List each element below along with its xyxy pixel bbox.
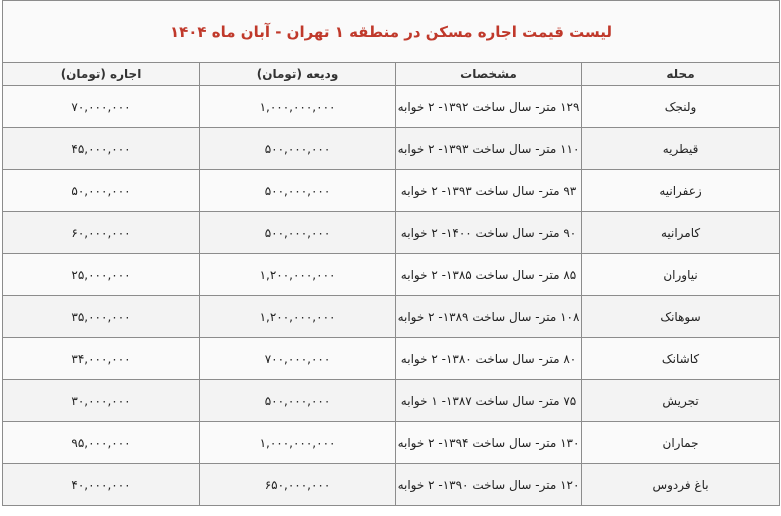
cell-rent: ۴۰,۰۰۰,۰۰۰ [3, 464, 200, 506]
cell-area: جماران [582, 422, 780, 464]
header-row [3, 63, 780, 86]
cell-rent: ۲۵,۰۰۰,۰۰۰ [3, 254, 200, 296]
table-row [3, 464, 780, 506]
cell-deposit: ۵۰۰,۰۰۰,۰۰۰ [200, 380, 396, 422]
cell-desc: ۱۳۰ متر- سال ساخت ۱۳۹۴- ۲ خوابه [396, 422, 582, 464]
cell-area: کاشانک [582, 338, 780, 380]
table-title: لیست قیمت اجاره مسکن در منطقه ۱ تهران - آبان ماه ۱۴۰۴ [3, 1, 780, 63]
cell-rent: ۳۴,۰۰۰,۰۰۰ [3, 338, 200, 380]
cell-area: باغ فردوس [582, 464, 780, 506]
cell-rent: ۴۵,۰۰۰,۰۰۰ [3, 128, 200, 170]
cell-deposit: ۶۵۰,۰۰۰,۰۰۰ [200, 464, 396, 506]
table-row [3, 86, 780, 128]
cell-desc: ۹۳ متر- سال ساخت ۱۳۹۳- ۲ خوابه [396, 170, 582, 212]
cell-rent: ۳۰,۰۰۰,۰۰۰ [3, 380, 200, 422]
cell-deposit: ۱,۲۰۰,۰۰۰,۰۰۰ [200, 254, 396, 296]
table-row [3, 212, 780, 254]
cell-deposit: ۱,۰۰۰,۰۰۰,۰۰۰ [200, 422, 396, 464]
cell-desc: ۸۰ متر- سال ساخت ۱۳۸۰- ۲ خوابه [396, 338, 582, 380]
cell-desc: ۱۰۸ متر- سال ساخت ۱۳۸۹- ۲ خوابه [396, 296, 582, 338]
table-row [3, 254, 780, 296]
cell-desc: ۹۰ متر- سال ساخت ۱۴۰۰- ۲ خوابه [396, 212, 582, 254]
header-deposit: ودیعه (تومان) [200, 63, 396, 86]
cell-deposit: ۵۰۰,۰۰۰,۰۰۰ [200, 128, 396, 170]
table-row [3, 128, 780, 170]
cell-rent: ۷۰,۰۰۰,۰۰۰ [3, 86, 200, 128]
header-desc: مشخصات [396, 63, 582, 86]
table-row [3, 380, 780, 422]
cell-desc: ۷۵ متر- سال ساخت ۱۳۸۷- ۱ خوابه [396, 380, 582, 422]
cell-rent: ۳۵,۰۰۰,۰۰۰ [3, 296, 200, 338]
cell-desc: ۸۵ متر- سال ساخت ۱۳۸۵- ۲ خوابه [396, 254, 582, 296]
cell-desc: ۱۱۰ متر- سال ساخت ۱۳۹۳- ۲ خوابه [396, 128, 582, 170]
cell-rent: ۶۰,۰۰۰,۰۰۰ [3, 212, 200, 254]
cell-rent: ۹۵,۰۰۰,۰۰۰ [3, 422, 200, 464]
title-row [3, 1, 780, 63]
table-row [3, 338, 780, 380]
table-row [3, 422, 780, 464]
cell-deposit: ۱,۰۰۰,۰۰۰,۰۰۰ [200, 86, 396, 128]
cell-desc: ۱۲۹ متر- سال ساخت ۱۳۹۲- ۲ خوابه [396, 86, 582, 128]
cell-area: کامرانیه [582, 212, 780, 254]
table-row [3, 170, 780, 212]
cell-deposit: ۵۰۰,۰۰۰,۰۰۰ [200, 212, 396, 254]
cell-area: تجریش [582, 380, 780, 422]
cell-area: ولنجک [582, 86, 780, 128]
cell-area: زعفرانیه [582, 170, 780, 212]
cell-area: نیاوران [582, 254, 780, 296]
cell-deposit: ۱,۲۰۰,۰۰۰,۰۰۰ [200, 296, 396, 338]
cell-deposit: ۷۰۰,۰۰۰,۰۰۰ [200, 338, 396, 380]
table-row [3, 296, 780, 338]
cell-desc: ۱۲۰ متر- سال ساخت ۱۳۹۰- ۲ خوابه [396, 464, 582, 506]
header-rent: اجاره (تومان) [3, 63, 200, 86]
cell-rent: ۵۰,۰۰۰,۰۰۰ [3, 170, 200, 212]
header-area: محله [582, 63, 780, 86]
cell-deposit: ۵۰۰,۰۰۰,۰۰۰ [200, 170, 396, 212]
cell-area: سوهانک [582, 296, 780, 338]
cell-area: قیطریه [582, 128, 780, 170]
rent-price-table [2, 0, 780, 506]
